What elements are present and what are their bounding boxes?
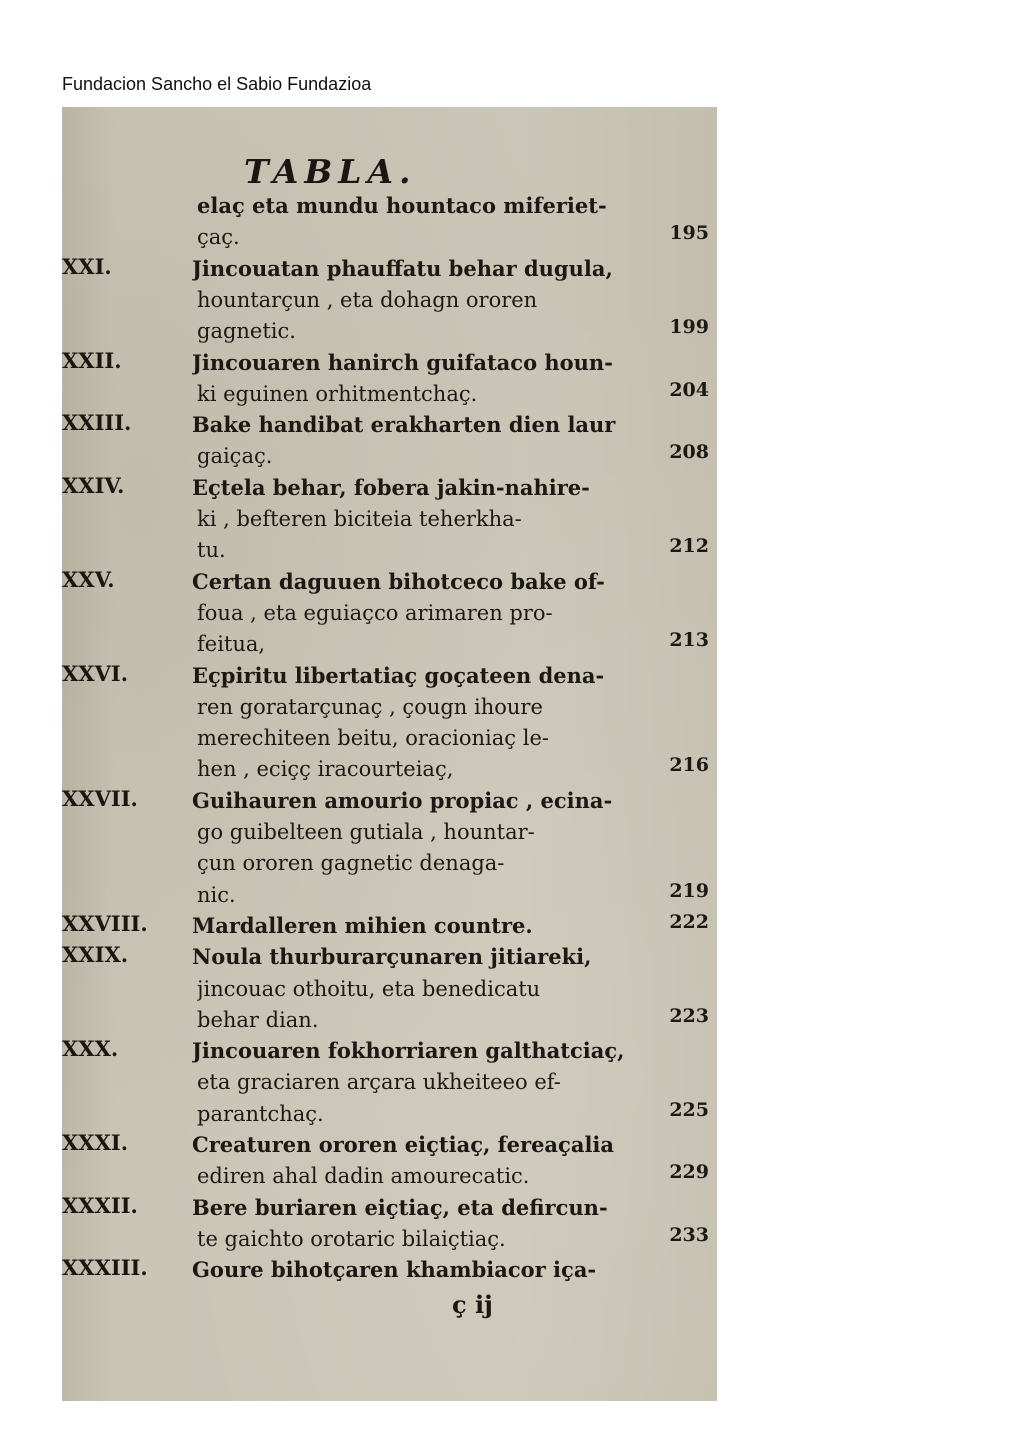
toc-line-text: Eçpiritu libertatiaç goçateen dena- — [192, 662, 605, 688]
toc-line-text: parantchaç. — [197, 1101, 324, 1126]
chapter-numeral: XXIV. — [62, 472, 125, 498]
page-number: 223 — [669, 1004, 709, 1027]
toc-line-text: behar dian. — [197, 1007, 319, 1032]
chapter-numeral: XXXI. — [62, 1130, 129, 1155]
toc-line-text: feitua, — [197, 632, 266, 657]
table-of-contents — [62, 107, 717, 1401]
page-number: 222 — [669, 910, 709, 933]
toc-line-text: Jincouatan phauffatu behar dugula, — [192, 255, 613, 281]
chapter-numeral: XXV. — [62, 566, 115, 592]
toc-line-text: ren goratarçunaç , çougn ihoure — [197, 694, 543, 719]
toc-line-text: tu. — [197, 538, 226, 563]
toc-line-text: Goure bihotçaren khambiacor iça- — [192, 1257, 597, 1283]
toc-line-text: Noula thurburarçunaren jitiareki, — [192, 944, 592, 970]
toc-line-text: te gaichto orotaric bilaiçtiaç. — [197, 1226, 506, 1251]
page-number: 213 — [669, 629, 709, 652]
toc-line-text: Jincouaren hanirch guifataco houn- — [192, 349, 613, 375]
page-number: 208 — [669, 441, 709, 464]
page-number: 229 — [669, 1161, 709, 1184]
toc-line-text: gagnetic. — [197, 319, 296, 344]
page-number: 204 — [669, 378, 709, 401]
toc-line-text: eta graciaren arçara ukheiteeo ef- — [197, 1070, 561, 1095]
scanned-page — [62, 107, 717, 1401]
toc-line-text: ediren ahal dadin amourecatic. — [197, 1164, 530, 1189]
toc-line-text: Certan daguuen bihotceco bake of- — [192, 568, 605, 594]
toc-line-text: Bere buriaren eiçtiaç, eta defircun- — [192, 1194, 608, 1220]
toc-line-text: jincouac othoitu, eta benedicatu — [197, 976, 541, 1001]
toc-line-text: Mardalleren mihien countre. — [192, 912, 533, 938]
page-number: 233 — [669, 1223, 709, 1246]
chapter-numeral: XXXIII. — [62, 1255, 148, 1281]
toc-line-text: go guibelteen gutiala , hountar- — [197, 820, 535, 844]
toc-line-text: çaç. — [197, 225, 240, 250]
chapter-numeral: XXX. — [62, 1036, 119, 1062]
toc-line-text: Guihauren amourio propiac , ecina- — [192, 787, 613, 813]
toc-line-text: Eçtela behar, fobera jakin-nahire- — [192, 474, 590, 500]
toc-line-text: ki , befteren biciteia teherkha- — [197, 507, 522, 531]
toc-line-text: merechiteen beitu, oracioniaç le- — [197, 726, 549, 751]
chapter-numeral: XXXII. — [62, 1192, 138, 1218]
toc-line-text: gaiçaç. — [197, 444, 273, 469]
toc-line-text: Creaturen ororen eiçtiaç, fereaçalia — [192, 1132, 614, 1157]
toc-line-text: ki eguinen orhitmentchaç. — [197, 381, 478, 406]
chapter-numeral: XXVIII. — [62, 910, 148, 936]
chapter-numeral: XXII. — [62, 347, 122, 373]
toc-line-text: Bake handibat erakharten dien laur — [192, 412, 616, 438]
toc-line-text: Jincouaren fokhorriaren galthatciaç, — [192, 1038, 625, 1064]
page-number: 195 — [669, 222, 709, 245]
toc-line-text: nic. — [197, 882, 236, 907]
chapter-numeral: XXVI. — [62, 660, 129, 686]
page-number: 199 — [669, 316, 709, 339]
toc-line-text: çun ororen gagnetic denaga- — [197, 851, 505, 876]
chapter-numeral: XXIX. — [62, 942, 129, 968]
chapter-numeral: XXVII. — [62, 785, 138, 811]
toc-line-text: elaç eta mundu hountaco miferiet- — [197, 193, 607, 218]
toc-line-text: hountarçun , eta dohagn ororen — [197, 287, 538, 312]
archive-header: Fundacion Sancho el Sabio Fundazioa — [62, 74, 372, 94]
chapter-numeral: XXIII. — [62, 410, 132, 436]
toc-line-text: foua , eta eguiaçco arimaren pro- — [197, 600, 553, 625]
page-title: TABLA. — [244, 152, 417, 191]
chapter-numeral: XXI. — [62, 253, 112, 279]
page-number: 219 — [669, 879, 709, 902]
toc-line-text: hen , eciçç iracourteiaç, — [197, 757, 454, 782]
signature-mark: ç ij — [452, 1290, 493, 1319]
page-number: 225 — [669, 1098, 709, 1121]
page-number: 216 — [669, 754, 709, 777]
page-number: 212 — [669, 535, 709, 558]
